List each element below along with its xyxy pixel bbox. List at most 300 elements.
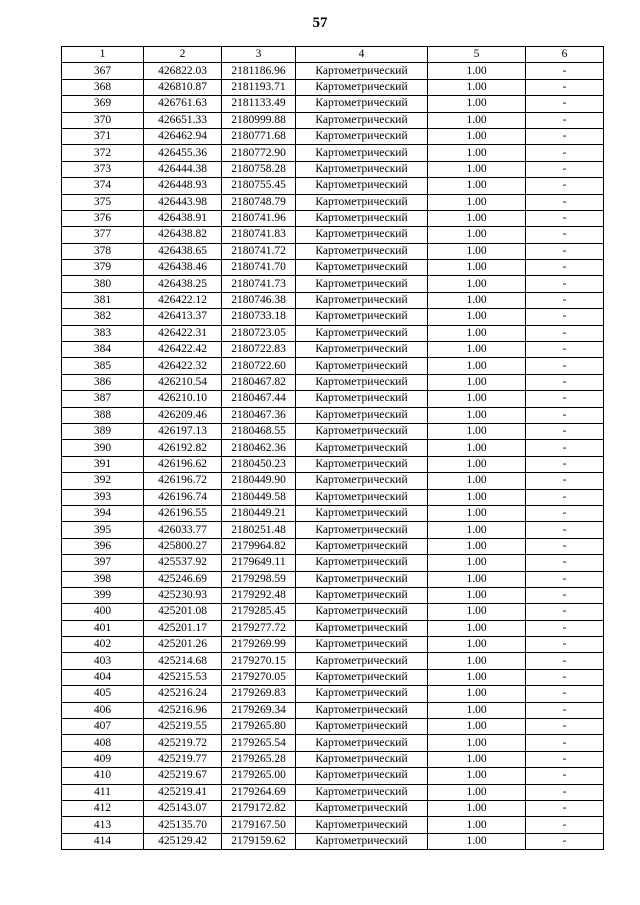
table-row: [62, 407, 604, 423]
method-cell: Картометрический: [296, 243, 428, 259]
note-cell: -: [526, 784, 604, 800]
table-row: [62, 63, 604, 79]
table-row: [62, 505, 604, 521]
accuracy-cell: 1.00: [428, 473, 526, 489]
accuracy-cell: 1.00: [428, 227, 526, 243]
table-row: [62, 440, 604, 456]
table-row: [62, 210, 604, 226]
note-cell: -: [526, 522, 604, 538]
note-cell: -: [526, 702, 604, 718]
y-coordinate-cell: 2180758.28: [222, 161, 296, 177]
note-cell: -: [526, 440, 604, 456]
accuracy-cell: 1.00: [428, 555, 526, 571]
y-coordinate-cell: 2179270.15: [222, 653, 296, 669]
y-coordinate-cell: 2180449.21: [222, 505, 296, 521]
table-row: [62, 96, 604, 112]
note-cell: -: [526, 374, 604, 390]
y-coordinate-cell: 2179269.99: [222, 637, 296, 653]
y-coordinate-cell: 2180772.90: [222, 145, 296, 161]
x-coordinate-cell: 426438.82: [144, 227, 222, 243]
y-coordinate-cell: 2180722.60: [222, 358, 296, 374]
y-coordinate-cell: 2179964.82: [222, 538, 296, 554]
note-cell: -: [526, 587, 604, 603]
note-cell: -: [526, 178, 604, 194]
point-number-cell: 385: [62, 358, 144, 374]
table-row: [62, 800, 604, 816]
y-coordinate-cell: 2180748.79: [222, 194, 296, 210]
method-cell: Картометрический: [296, 358, 428, 374]
note-cell: -: [526, 456, 604, 472]
table-row: [62, 325, 604, 341]
x-coordinate-cell: 426444.38: [144, 161, 222, 177]
y-coordinate-cell: 2179285.45: [222, 604, 296, 620]
point-number-cell: 392: [62, 473, 144, 489]
point-number-cell: 410: [62, 768, 144, 784]
note-cell: -: [526, 63, 604, 79]
table-body: [62, 63, 604, 850]
x-coordinate-cell: 426197.13: [144, 423, 222, 439]
point-number-cell: 390: [62, 440, 144, 456]
y-coordinate-cell: 2179292.48: [222, 587, 296, 603]
y-coordinate-cell: 2181133.49: [222, 96, 296, 112]
column-header: 4: [296, 47, 428, 63]
note-cell: -: [526, 505, 604, 521]
table-row: [62, 161, 604, 177]
table-row: [62, 587, 604, 603]
y-coordinate-cell: 2180741.83: [222, 227, 296, 243]
y-coordinate-cell: 2179265.80: [222, 719, 296, 735]
column-header: 5: [428, 47, 526, 63]
accuracy-cell: 1.00: [428, 637, 526, 653]
table-row: [62, 145, 604, 161]
method-cell: Картометрический: [296, 473, 428, 489]
accuracy-cell: 1.00: [428, 620, 526, 636]
note-cell: -: [526, 358, 604, 374]
y-coordinate-cell: 2180999.88: [222, 112, 296, 128]
x-coordinate-cell: 425129.42: [144, 833, 222, 849]
x-coordinate-cell: 425201.17: [144, 620, 222, 636]
x-coordinate-cell: 426438.46: [144, 260, 222, 276]
column-header: 6: [526, 47, 604, 63]
method-cell: Картометрический: [296, 342, 428, 358]
point-number-cell: 412: [62, 800, 144, 816]
point-number-cell: 375: [62, 194, 144, 210]
method-cell: Картометрический: [296, 194, 428, 210]
y-coordinate-cell: 2179159.62: [222, 833, 296, 849]
y-coordinate-cell: 2180251.48: [222, 522, 296, 538]
accuracy-cell: 1.00: [428, 325, 526, 341]
y-coordinate-cell: 2180449.58: [222, 489, 296, 505]
x-coordinate-cell: 425219.72: [144, 735, 222, 751]
y-coordinate-cell: 2179277.72: [222, 620, 296, 636]
table-row: [62, 342, 604, 358]
point-number-cell: 381: [62, 292, 144, 308]
x-coordinate-cell: 425230.93: [144, 587, 222, 603]
x-coordinate-cell: 426761.63: [144, 96, 222, 112]
point-number-cell: 403: [62, 653, 144, 669]
y-coordinate-cell: 2179172.82: [222, 800, 296, 816]
point-number-cell: 401: [62, 620, 144, 636]
x-coordinate-cell: 426422.31: [144, 325, 222, 341]
note-cell: -: [526, 391, 604, 407]
point-number-cell: 388: [62, 407, 144, 423]
accuracy-cell: 1.00: [428, 96, 526, 112]
accuracy-cell: 1.00: [428, 63, 526, 79]
table-row: [62, 702, 604, 718]
table-row: [62, 653, 604, 669]
x-coordinate-cell: 425219.67: [144, 768, 222, 784]
method-cell: Картометрический: [296, 620, 428, 636]
x-coordinate-cell: 426651.33: [144, 112, 222, 128]
table-row: [62, 178, 604, 194]
x-coordinate-cell: 426413.37: [144, 309, 222, 325]
point-number-cell: 382: [62, 309, 144, 325]
y-coordinate-cell: 2179270.05: [222, 669, 296, 685]
point-number-cell: 407: [62, 719, 144, 735]
x-coordinate-cell: 426210.54: [144, 374, 222, 390]
table-row: [62, 423, 604, 439]
method-cell: Картометрический: [296, 161, 428, 177]
point-number-cell: 380: [62, 276, 144, 292]
method-cell: Картометрический: [296, 210, 428, 226]
x-coordinate-cell: 426438.25: [144, 276, 222, 292]
y-coordinate-cell: 2180462.36: [222, 440, 296, 456]
x-coordinate-cell: 426422.32: [144, 358, 222, 374]
table-row: [62, 571, 604, 587]
note-cell: -: [526, 735, 604, 751]
accuracy-cell: 1.00: [428, 719, 526, 735]
note-cell: -: [526, 210, 604, 226]
x-coordinate-cell: 425216.24: [144, 686, 222, 702]
method-cell: Картометрический: [296, 374, 428, 390]
point-number-cell: 371: [62, 128, 144, 144]
note-cell: -: [526, 800, 604, 816]
method-cell: Картометрический: [296, 538, 428, 554]
x-coordinate-cell: 426438.65: [144, 243, 222, 259]
accuracy-cell: 1.00: [428, 423, 526, 439]
x-coordinate-cell: 426422.12: [144, 292, 222, 308]
table-row: [62, 735, 604, 751]
table-row: [62, 292, 604, 308]
x-coordinate-cell: 425219.41: [144, 784, 222, 800]
note-cell: -: [526, 571, 604, 587]
table-row: [62, 686, 604, 702]
accuracy-cell: 1.00: [428, 374, 526, 390]
method-cell: Картометрический: [296, 391, 428, 407]
note-cell: -: [526, 243, 604, 259]
x-coordinate-cell: 426455.36: [144, 145, 222, 161]
point-number-cell: 383: [62, 325, 144, 341]
y-coordinate-cell: 2180741.96: [222, 210, 296, 226]
note-cell: -: [526, 768, 604, 784]
y-coordinate-cell: 2180741.70: [222, 260, 296, 276]
y-coordinate-cell: 2180723.05: [222, 325, 296, 341]
accuracy-cell: 1.00: [428, 538, 526, 554]
point-number-cell: 386: [62, 374, 144, 390]
accuracy-cell: 1.00: [428, 112, 526, 128]
table-row: [62, 751, 604, 767]
y-coordinate-cell: 2180467.44: [222, 391, 296, 407]
method-cell: Картометрический: [296, 604, 428, 620]
method-cell: Картометрический: [296, 407, 428, 423]
accuracy-cell: 1.00: [428, 505, 526, 521]
table-row: [62, 391, 604, 407]
accuracy-cell: 1.00: [428, 768, 526, 784]
y-coordinate-cell: 2179269.34: [222, 702, 296, 718]
table-row: [62, 538, 604, 554]
point-number-cell: 370: [62, 112, 144, 128]
accuracy-cell: 1.00: [428, 571, 526, 587]
note-cell: -: [526, 309, 604, 325]
x-coordinate-cell: 426422.42: [144, 342, 222, 358]
x-coordinate-cell: 425201.26: [144, 637, 222, 653]
note-cell: -: [526, 407, 604, 423]
note-cell: -: [526, 669, 604, 685]
accuracy-cell: 1.00: [428, 735, 526, 751]
y-coordinate-cell: 2180771.68: [222, 128, 296, 144]
accuracy-cell: 1.00: [428, 522, 526, 538]
accuracy-cell: 1.00: [428, 145, 526, 161]
table-row: [62, 260, 604, 276]
point-number-cell: 404: [62, 669, 144, 685]
note-cell: -: [526, 604, 604, 620]
table-row: [62, 194, 604, 210]
column-header: 1: [62, 47, 144, 63]
point-number-cell: 406: [62, 702, 144, 718]
table-row: [62, 637, 604, 653]
accuracy-cell: 1.00: [428, 489, 526, 505]
accuracy-cell: 1.00: [428, 456, 526, 472]
point-number-cell: 372: [62, 145, 144, 161]
point-number-cell: 405: [62, 686, 144, 702]
point-number-cell: 389: [62, 423, 144, 439]
method-cell: Картометрический: [296, 456, 428, 472]
accuracy-cell: 1.00: [428, 784, 526, 800]
table-row: [62, 309, 604, 325]
x-coordinate-cell: 426192.82: [144, 440, 222, 456]
y-coordinate-cell: 2179298.59: [222, 571, 296, 587]
method-cell: Картометрический: [296, 96, 428, 112]
accuracy-cell: 1.00: [428, 276, 526, 292]
table-row: [62, 473, 604, 489]
point-number-cell: 377: [62, 227, 144, 243]
point-number-cell: 373: [62, 161, 144, 177]
x-coordinate-cell: 425219.77: [144, 751, 222, 767]
point-number-cell: 400: [62, 604, 144, 620]
x-coordinate-cell: 426462.94: [144, 128, 222, 144]
note-cell: -: [526, 686, 604, 702]
accuracy-cell: 1.00: [428, 669, 526, 685]
accuracy-cell: 1.00: [428, 686, 526, 702]
point-number-cell: 402: [62, 637, 144, 653]
note-cell: -: [526, 145, 604, 161]
point-number-cell: 409: [62, 751, 144, 767]
coordinates-table: [61, 46, 604, 850]
x-coordinate-cell: 425800.27: [144, 538, 222, 554]
accuracy-cell: 1.00: [428, 653, 526, 669]
y-coordinate-cell: 2179167.50: [222, 817, 296, 833]
note-cell: -: [526, 325, 604, 341]
x-coordinate-cell: 425246.69: [144, 571, 222, 587]
note-cell: -: [526, 555, 604, 571]
point-number-cell: 397: [62, 555, 144, 571]
table-row: [62, 669, 604, 685]
point-number-cell: 394: [62, 505, 144, 521]
table-row: [62, 243, 604, 259]
x-coordinate-cell: 426196.74: [144, 489, 222, 505]
note-cell: -: [526, 128, 604, 144]
table-row: [62, 784, 604, 800]
accuracy-cell: 1.00: [428, 391, 526, 407]
accuracy-cell: 1.00: [428, 128, 526, 144]
method-cell: Картометрический: [296, 423, 428, 439]
y-coordinate-cell: 2179269.83: [222, 686, 296, 702]
x-coordinate-cell: 426209.46: [144, 407, 222, 423]
method-cell: Картометрический: [296, 719, 428, 735]
point-number-cell: 384: [62, 342, 144, 358]
table-row: [62, 79, 604, 95]
x-coordinate-cell: 425216.96: [144, 702, 222, 718]
method-cell: Картометрический: [296, 178, 428, 194]
y-coordinate-cell: 2180733.18: [222, 309, 296, 325]
x-coordinate-cell: 425214.68: [144, 653, 222, 669]
table-row: [62, 768, 604, 784]
column-header: 3: [222, 47, 296, 63]
table-header-row: [62, 47, 604, 63]
x-coordinate-cell: 426210.10: [144, 391, 222, 407]
table-row: [62, 604, 604, 620]
note-cell: -: [526, 227, 604, 243]
table-row: [62, 358, 604, 374]
note-cell: -: [526, 473, 604, 489]
method-cell: Картометрический: [296, 817, 428, 833]
point-number-cell: 391: [62, 456, 144, 472]
note-cell: -: [526, 96, 604, 112]
note-cell: -: [526, 653, 604, 669]
note-cell: -: [526, 833, 604, 849]
method-cell: Картометрический: [296, 79, 428, 95]
x-coordinate-cell: 426196.55: [144, 505, 222, 521]
method-cell: Картометрический: [296, 112, 428, 128]
point-number-cell: 413: [62, 817, 144, 833]
table-row: [62, 817, 604, 833]
page-number: 57: [312, 15, 328, 31]
accuracy-cell: 1.00: [428, 292, 526, 308]
note-cell: -: [526, 817, 604, 833]
accuracy-cell: 1.00: [428, 587, 526, 603]
table-row: [62, 112, 604, 128]
note-cell: -: [526, 538, 604, 554]
method-cell: Картометрический: [296, 276, 428, 292]
table-row: [62, 276, 604, 292]
y-coordinate-cell: 2180467.36: [222, 407, 296, 423]
method-cell: Картометрический: [296, 571, 428, 587]
y-coordinate-cell: 2180449.90: [222, 473, 296, 489]
method-cell: Картометрический: [296, 227, 428, 243]
point-number-cell: 396: [62, 538, 144, 554]
table-row: [62, 456, 604, 472]
accuracy-cell: 1.00: [428, 833, 526, 849]
accuracy-cell: 1.00: [428, 751, 526, 767]
method-cell: Картометрический: [296, 309, 428, 325]
table-row: [62, 833, 604, 849]
point-number-cell: 408: [62, 735, 144, 751]
method-cell: Картометрический: [296, 751, 428, 767]
point-number-cell: 387: [62, 391, 144, 407]
method-cell: Картометрический: [296, 63, 428, 79]
point-number-cell: 393: [62, 489, 144, 505]
x-coordinate-cell: 426033.77: [144, 522, 222, 538]
note-cell: -: [526, 79, 604, 95]
y-coordinate-cell: 2181186.96: [222, 63, 296, 79]
note-cell: -: [526, 276, 604, 292]
accuracy-cell: 1.00: [428, 342, 526, 358]
table-row: [62, 522, 604, 538]
x-coordinate-cell: 426196.62: [144, 456, 222, 472]
note-cell: -: [526, 342, 604, 358]
note-cell: -: [526, 112, 604, 128]
note-cell: -: [526, 637, 604, 653]
method-cell: Картометрический: [296, 784, 428, 800]
note-cell: -: [526, 292, 604, 308]
method-cell: Картометрический: [296, 768, 428, 784]
point-number-cell: 399: [62, 587, 144, 603]
method-cell: Картометрический: [296, 637, 428, 653]
y-coordinate-cell: 2180467.82: [222, 374, 296, 390]
method-cell: Картометрический: [296, 325, 428, 341]
table-row: [62, 374, 604, 390]
y-coordinate-cell: 2179265.28: [222, 751, 296, 767]
point-number-cell: 368: [62, 79, 144, 95]
x-coordinate-cell: 426810.87: [144, 79, 222, 95]
note-cell: -: [526, 260, 604, 276]
accuracy-cell: 1.00: [428, 260, 526, 276]
method-cell: Картометрический: [296, 555, 428, 571]
accuracy-cell: 1.00: [428, 210, 526, 226]
accuracy-cell: 1.00: [428, 309, 526, 325]
method-cell: Картометрический: [296, 587, 428, 603]
x-coordinate-cell: 426438.91: [144, 210, 222, 226]
y-coordinate-cell: 2180755.45: [222, 178, 296, 194]
note-cell: -: [526, 620, 604, 636]
y-coordinate-cell: 2180741.73: [222, 276, 296, 292]
method-cell: Картометрический: [296, 686, 428, 702]
accuracy-cell: 1.00: [428, 178, 526, 194]
table-row: [62, 227, 604, 243]
y-coordinate-cell: 2180468.55: [222, 423, 296, 439]
accuracy-cell: 1.00: [428, 407, 526, 423]
accuracy-cell: 1.00: [428, 800, 526, 816]
x-coordinate-cell: 426448.93: [144, 178, 222, 194]
x-coordinate-cell: 425143.07: [144, 800, 222, 816]
accuracy-cell: 1.00: [428, 702, 526, 718]
x-coordinate-cell: 426196.72: [144, 473, 222, 489]
y-coordinate-cell: 2180450.23: [222, 456, 296, 472]
method-cell: Картометрический: [296, 260, 428, 276]
note-cell: -: [526, 423, 604, 439]
y-coordinate-cell: 2180741.72: [222, 243, 296, 259]
table-row: [62, 128, 604, 144]
method-cell: Картометрический: [296, 145, 428, 161]
method-cell: Картометрический: [296, 653, 428, 669]
accuracy-cell: 1.00: [428, 817, 526, 833]
x-coordinate-cell: 425537.92: [144, 555, 222, 571]
method-cell: Картометрический: [296, 522, 428, 538]
y-coordinate-cell: 2179265.54: [222, 735, 296, 751]
table-row: [62, 555, 604, 571]
note-cell: -: [526, 194, 604, 210]
accuracy-cell: 1.00: [428, 161, 526, 177]
